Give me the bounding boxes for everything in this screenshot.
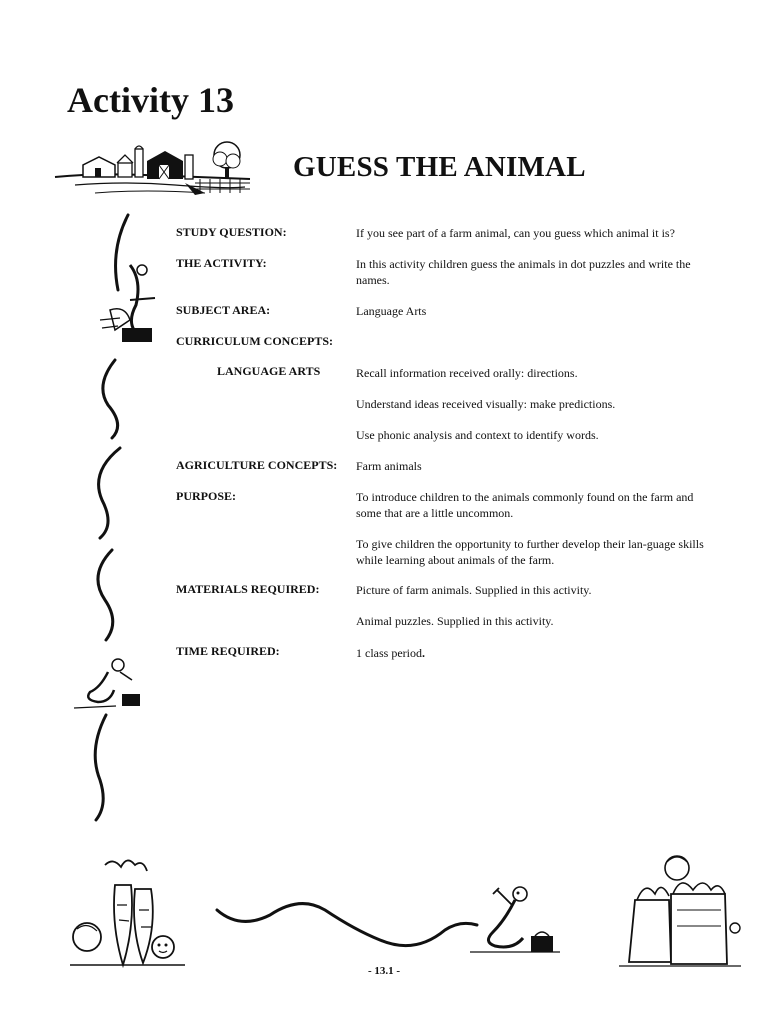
- vine-decoration: [70, 210, 160, 830]
- materials-item: Animal puzzles. Supplied in this activity.: [356, 614, 554, 628]
- language-arts-item: Understand ideas received visually: make predictions.: [356, 397, 616, 411]
- vegetables-illustration: [65, 855, 190, 970]
- main-heading: GUESS THE ANIMAL: [293, 151, 586, 183]
- purpose-item: To introduce children to the animals commonly found on the farm and some that are a little uncommon.: [356, 490, 694, 520]
- language-arts-item: Use phonic analysis and context to identify words.: [356, 428, 599, 442]
- purpose-item: To give children the opportunity to further develop their lan-guage skills while learning about animals of the farm.: [356, 537, 704, 567]
- agriculture-concepts-label: AGRICULTURE CONCEPTS:: [176, 458, 338, 472]
- farm-illustration: [55, 135, 250, 200]
- time-required-label: TIME REQUIRED:: [176, 644, 280, 658]
- the-activity-text: In this activity children guess the animals in dot puzzles and write the names.: [356, 257, 691, 287]
- subject-area-label: SUBJECT AREA:: [176, 303, 271, 317]
- worm-illustration: [465, 880, 565, 960]
- activity-title: Activity 13: [67, 80, 234, 120]
- agriculture-concepts-text: Farm animals: [356, 459, 422, 473]
- page-number: - 13.1 -: [367, 965, 401, 977]
- materials-required-label: MATERIALS REQUIRED:: [176, 582, 320, 596]
- time-required-value: [356, 646, 706, 662]
- language-arts-label: LANGUAGE ARTS: [217, 364, 321, 378]
- grocery-bags-illustration: [615, 850, 745, 970]
- study-question-label: STUDY QUESTION:: [176, 225, 287, 239]
- curriculum-concepts-label: CURRICULUM CONCEPTS:: [176, 334, 334, 348]
- wave-decoration: [215, 890, 480, 960]
- purpose-label: PURPOSE:: [176, 489, 236, 503]
- materials-item: Picture of farm animals. Supplied in this activity.: [356, 583, 592, 597]
- language-arts-item: Recall information received orally: directions.: [356, 366, 578, 380]
- subject-area-text: Language Arts: [356, 304, 427, 318]
- time-required-text: 1 class period: [356, 646, 422, 660]
- the-activity-label: THE ACTIVITY:: [176, 256, 267, 270]
- study-question-text: If you see part of a farm animal, can you guess which animal it is?: [356, 226, 675, 240]
- time-required-period: .: [421, 646, 425, 660]
